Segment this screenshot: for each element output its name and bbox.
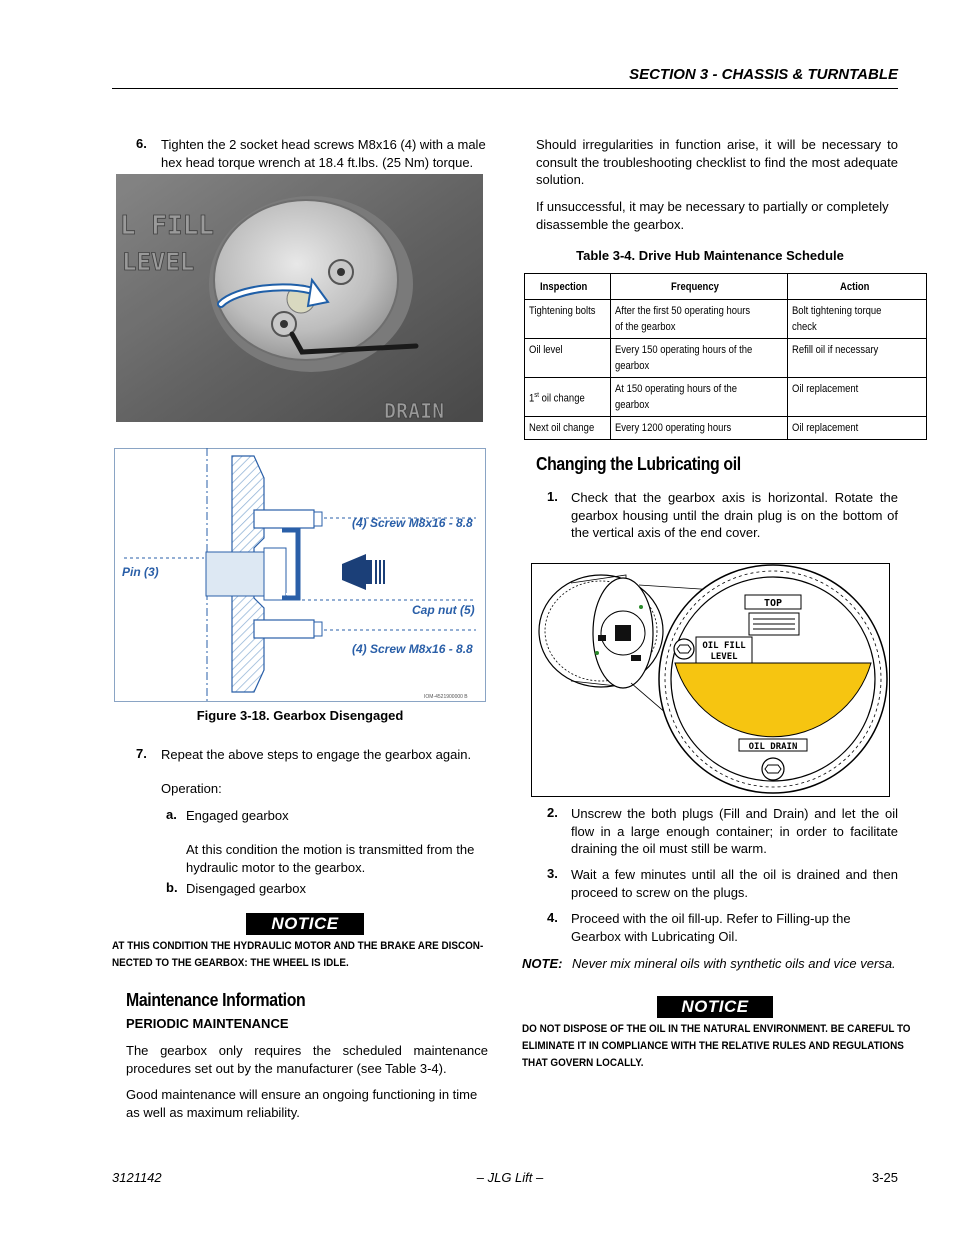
gearbox-photo (116, 174, 483, 422)
maintenance-para-1: The gearbox only requires the scheduled maintenance procedures set out by the manufacturer (see Table 3-4). (126, 1043, 488, 1076)
footer-center: – JLG Lift – (476, 1170, 544, 1185)
diagram-screw-top-label: (4) Screw M8x16 - 8.8 (352, 516, 473, 530)
note-label: NOTE: (522, 956, 563, 971)
table-cell-inspection: Tightening bolts (525, 300, 611, 339)
section-title: SECTION 3 - CHASSIS & TURNTABLE (629, 66, 898, 83)
table-cell-inspection: Oil level (525, 339, 611, 378)
maintenance-para-2: Good maintenance will ensure an ongoing functioning in time as well as maximum reliability. (126, 1087, 478, 1120)
photo-fill-text: L FILL (120, 211, 214, 241)
table-row (525, 378, 927, 417)
lube-step-2-text: Unscrew the both plugs (Fill and Drain) and let the oil flow in a large enough container; in order to facilitate draining the oil must still be warm. (571, 806, 898, 856)
top-label: TOP (763, 598, 783, 609)
sub-a-letter: a. (166, 807, 177, 822)
diagram-pin-label: Pin (3) (122, 565, 159, 579)
table-cell-action: Oil replacement (788, 378, 927, 417)
lube-step-3-number: 3. (547, 866, 558, 881)
oil-level-label: LEVEL (710, 652, 738, 662)
photo-drain-text: DRAIN (384, 399, 445, 422)
figure-3-18-caption: Figure 3-18. Gearbox Disengaged (196, 708, 404, 723)
diagram-screw-bottom-label: (4) Screw M8x16 - 8.8 (352, 642, 473, 656)
table-cell-frequency: Every 1200 operating hours (611, 417, 788, 440)
table-cell-inspection: Next oil change (525, 417, 611, 440)
table-row (525, 339, 927, 378)
operation-label: Operation: (161, 781, 222, 796)
header-rule (112, 88, 898, 89)
table-header-action: Action (788, 274, 927, 300)
table-row (525, 417, 927, 440)
oil-drain-label: OIL DRAIN (748, 742, 798, 752)
photo-level-text: LEVEL (122, 248, 195, 276)
step-7-number: 7. (136, 746, 147, 761)
table-cell-frequency: After the first 50 operating hours of the gearbox (611, 300, 788, 339)
table-header-row (525, 274, 927, 300)
lube-step-3-text: Wait a few minutes until all the oil is drained and then proceed to screw on the plugs. (571, 867, 898, 900)
step-6-text: Tighten the 2 socket head screws M8x16 (4) with a male hex head torque wrench at 18.4 ft.lbs. (25 Nm) torque. (161, 137, 486, 170)
sub-b-text: Disengaged gearbox (186, 881, 306, 896)
table-cell-action: Oil replacement (788, 417, 927, 440)
lube-step-1-number: 1. (547, 489, 558, 504)
table-cell-frequency: At 150 operating hours of the gearbox (611, 378, 788, 417)
notice-1-text: AT THIS CONDITION THE HYDRAULIC MOTOR AND THE BRAKE ARE DISCON- NECTED TO THE GEARBOX: THE WHEEL IS IDLE. (112, 940, 484, 969)
table-3-4-title: Table 3-4. Drive Hub Maintenance Schedule (576, 248, 844, 263)
lube-step-4-number: 4. (547, 910, 558, 925)
unsuccessful-para: If unsuccessful, it may be necessary to partially or completely disassemble the gearbox. (536, 199, 889, 232)
table-cell-action: Refill oil if necessary (788, 339, 927, 378)
maintenance-schedule-table (524, 273, 927, 440)
footer-page-number: 3-25 (871, 1170, 898, 1185)
table-row (525, 300, 927, 339)
table-cell-frequency: Every 150 operating hours of the gearbox (611, 339, 788, 378)
table-cell-action: Bolt tightening torque check (788, 300, 927, 339)
maintenance-heading: Maintenance Information (126, 990, 306, 1010)
notice-badge-1: NOTICE (246, 913, 364, 935)
oil-level-figure (531, 563, 890, 797)
lube-step-1-text: Check that the gearbox axis is horizontal. Rotate the gearbox housing until the drain plug is on the bottom of the vertical axis of the end cover. (571, 490, 898, 540)
step-7-text: Repeat the above steps to engage the gearbox again. (161, 747, 472, 762)
irregularities-para: Should irregularities in function arise, it will be necessary to consult the troubleshooting checklist to find the most adequate solution. (536, 137, 898, 187)
notice-2-text: DO NOT DISPOSE OF THE OIL IN THE NATURAL ENVIRONMENT. BE CAREFUL TO ELIMINATE IT IN COMPLIANCE WITH THE RELATIVE RULES AND REGULATIONS THAT GOVERN LOCALLY. (522, 1023, 911, 1069)
sub-a-text: Engaged gearbox (186, 808, 289, 823)
table-header-inspection: Inspection (525, 274, 611, 300)
footer-doc-number: 3121142 (112, 1170, 162, 1185)
step-6-number: 6. (136, 136, 147, 151)
lube-step-4-text: Proceed with the oil fill-up. Refer to Filling-up the Gearbox with Lubricating Oil. (571, 911, 851, 944)
notice-badge-2: NOTICE (657, 996, 773, 1018)
table-header-frequency: Frequency (611, 274, 788, 300)
lubricating-oil-heading: Changing the Lubricating oil (536, 454, 741, 474)
diagram-code: IOM-4521900000 B (424, 694, 468, 700)
sub-a-detail: At this condition the motion is transmitted from the hydraulic motor to the gearbox. (186, 842, 475, 875)
sub-b-letter: b. (166, 880, 178, 895)
note-text: Never mix mineral oils with synthetic oils and vice versa. (572, 956, 896, 971)
gearbox-disengaged-diagram (114, 448, 486, 702)
table-cell-inspection: 1st oil change (525, 378, 611, 417)
diagram-cap-nut-label: Cap nut (5) (412, 603, 475, 617)
periodic-maintenance-heading: PERIODIC MAINTENANCE (126, 1016, 289, 1031)
lube-step-2-number: 2. (547, 805, 558, 820)
oil-fill-label: OIL FILL (702, 641, 746, 651)
